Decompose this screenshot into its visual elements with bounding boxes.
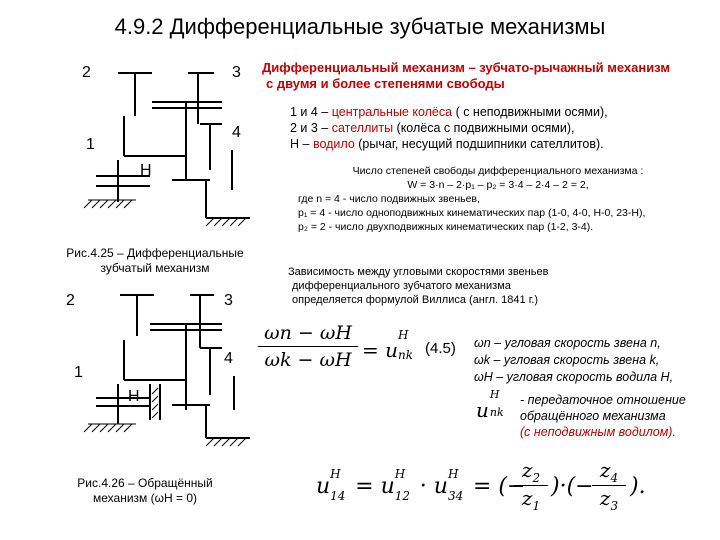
legend-item: 2 и 3 – сателлиты (колёса с подвижными осями), [290,121,575,135]
omega-definitions: ωn – угловая скорость звена n, ωk – угловая скорость звена k, ωH – угловая скорость водила Н, [474,336,674,384]
fig1-label-1: 1 [86,136,95,153]
u-definition: - передаточное отношение обращённого механизма (с неподвижным водилом). [520,393,686,439]
fig1-label-h: Н [140,162,152,179]
eq-close-open: )·(− [551,474,594,499]
dof-p1: p₁ = 4 - число одноподвижных кинематических пар (1-0, 4-0, Н-0, 23-Н), [298,207,646,219]
eq-end: ). [630,474,646,499]
u-symbol: u H nk [476,388,504,422]
dof-p2: p₂ = 2 - число двухподвижных кинематических пар (1-2, 3-4). [298,221,594,233]
fig1-label-4: 4 [232,124,241,141]
fraction-z4-z3: $z_4$ $z_3$ [592,458,626,513]
dof-formula: W = 3·n – 2·p₁ – p₂ = 3·4 – 2·4 – 2 = 2, [407,179,589,191]
willis-text: Зависимость между угловыми скоростями звеньев дифференциального зубчатого механизма определяется формулой Виллиса (англ. 1841 г.) [288,266,549,306]
fig1-caption: Рис.4.25 – Дифференциальные зубчатый механизм [66,246,244,275]
eq45-rhs: = u H nk [362,328,413,362]
fig2-label-4: 4 [224,350,233,367]
page-title: 4.9.2 Дифференциальные зубчатые механизмы [114,14,606,39]
legend-item: 1 и 4 – центральные колёса ( с неподвижными осями), [290,105,608,119]
fraction-z2-z1: $z_2$ $z_1$ [514,458,548,513]
definition-line-2: с двумя и более степенями свободы [266,76,505,91]
differential-mechanism-diagram [96,73,250,218]
fig2-label-2: 2 [66,292,75,309]
fig1-label-3: 3 [232,64,241,81]
fig2-label-3: 3 [224,292,233,309]
eq45-denominator: ωk − ωH [264,349,352,371]
ground-hatch-1 [84,200,246,226]
legend-item: Н – водило (рычаг, несущий подшипники сателлитов). [290,137,604,151]
fig2-caption: Рис.4.26 – Обращённый механизм (ωН = 0) [77,476,213,505]
ratio-equation: u H 14 = u H 12 · u H 34 = (− [316,467,526,503]
definition-line-1: Дифференциальный механизм – зубчато-рычажный механизм [262,60,670,75]
fig2-label-h: Н [128,388,140,405]
dof-where: где n = 4 - число подвижных звеньев, [298,193,480,205]
fig1-label-2: 2 [82,64,91,81]
dof-heading: Число степеней свободы дифференциального механизма : [352,165,644,177]
fig2-label-1: 1 [74,364,83,381]
eq45-fraction [258,322,358,371]
equation-number: (4.5) [425,340,456,357]
eq45-numerator: ωn − ωH [258,322,358,347]
